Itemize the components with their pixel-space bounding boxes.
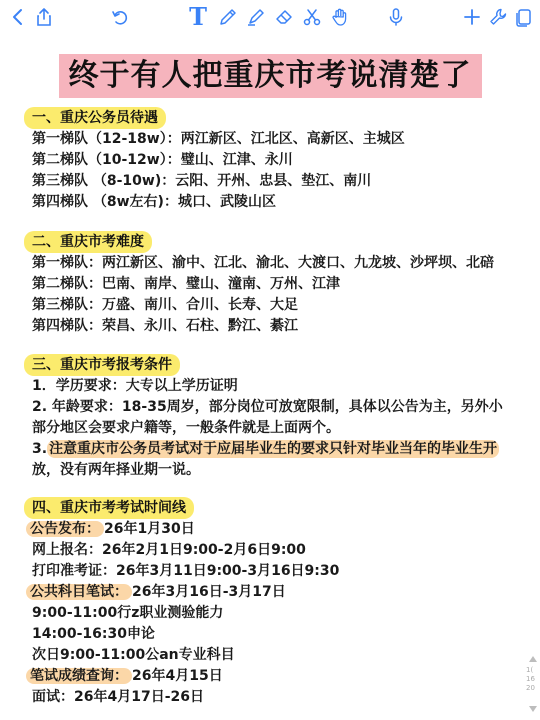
section-salary	[0, 107, 540, 213]
share-icon[interactable]	[32, 5, 56, 29]
page-scroller[interactable]	[528, 656, 538, 716]
requirement-line	[32, 439, 540, 460]
section-heading: 三、重庆市考报考条件	[24, 354, 180, 376]
scroll-up-icon[interactable]	[529, 656, 537, 662]
timeline-value: 26年3月16日-3月17日	[132, 584, 286, 600]
timeline-item	[26, 666, 540, 687]
back-icon[interactable]	[6, 5, 30, 29]
section-heading: 一、重庆公务员待遇	[24, 107, 166, 129]
tier-line: 第二梯队（10-12w）：璧山、江津、永川	[32, 152, 293, 168]
timeline-label: 公共科目笔试：	[26, 584, 132, 600]
tier-line: 第一梯队：两江新区、渝中、江北、渝北、大渡口、九龙坡、沙坪坝、北碚	[32, 255, 494, 271]
requirement-line: 放，没有两年择业期一说。	[32, 462, 200, 478]
tier-line: 第二梯队：巴南、南岸、璧山、潼南、万州、江津	[32, 276, 340, 292]
pages-icon[interactable]	[512, 5, 536, 29]
undo-icon[interactable]	[108, 5, 132, 29]
highlighter-icon[interactable]	[244, 5, 268, 29]
tier-line: 第三梯队：万盛、南川、合川、长寿、大足	[32, 297, 298, 313]
tier-line: 第四梯队：荣昌、永川、石柱、黔江、綦江	[32, 318, 298, 334]
timeline-value: 26年4月15日	[132, 668, 223, 684]
timeline-item: 打印准考证：26年3月11日9:00-3月16日9:30	[32, 563, 340, 579]
requirement-line: 部分地区会要求户籍等，一般条件就是上面两个。	[32, 420, 340, 436]
timeline-item: 次日9:00-11:00公an专业科目	[32, 647, 235, 663]
timeline-item: 14:00-16:30申论	[32, 626, 155, 642]
timeline-value: 26年1月30日	[104, 521, 195, 537]
timeline-label: 笔试成绩查询：	[26, 668, 132, 684]
eraser-icon[interactable]	[272, 5, 296, 29]
text-icon[interactable]: T	[189, 2, 207, 31]
pen-icon[interactable]	[216, 5, 240, 29]
title-container	[0, 54, 540, 98]
toolbar	[0, 0, 540, 36]
page-indicator: 1( 16 20	[526, 666, 535, 692]
tier-line: 第一梯队（12-18w）：两江新区、江北区、高新区、主城区	[32, 131, 405, 147]
microphone-icon[interactable]	[384, 5, 408, 29]
timeline-item	[26, 582, 540, 603]
wrench-icon[interactable]	[486, 5, 510, 29]
highlighted-note: 注意重庆市公务员考试对于应届毕业生的要求只针对毕业当年的毕业生开	[49, 441, 498, 457]
section-difficulty	[0, 231, 540, 337]
timeline-label: 公告发布：	[26, 521, 104, 537]
section-requirements	[0, 354, 540, 481]
timeline-item: 9:00-11:00行z职业测验能力	[32, 605, 224, 621]
add-icon[interactable]	[460, 5, 484, 29]
scroll-down-icon[interactable]	[529, 706, 537, 712]
section-heading: 二、重庆市考难度	[24, 231, 152, 253]
tier-line: 第四梯队 （8w左右)：城口、武陵山区	[32, 194, 276, 210]
timeline-item	[26, 519, 540, 540]
hand-icon[interactable]	[328, 5, 352, 29]
timeline-item: 面试：26年4月17日-26日	[32, 689, 204, 705]
scissors-icon[interactable]	[300, 5, 324, 29]
requirement-line: 1．学历要求：大专以上学历证明	[32, 378, 238, 394]
tier-line: 第三梯队 （8-10w)：云阳、开州、忠县、垫江、南川	[32, 173, 372, 189]
section-heading: 四、重庆市考考试时间线	[24, 497, 194, 519]
timeline-item: 网上报名：26年2月1日9:00-2月6日9:00	[32, 542, 306, 558]
section-timeline	[0, 497, 540, 708]
requirement-number: 3.	[32, 441, 48, 457]
requirement-line: 2. 年龄要求：18-35周岁，部分岗位可放宽限制，具体以公告为主，另外小	[32, 399, 503, 415]
page-title: 终于有人把重庆市考说清楚了	[59, 54, 482, 98]
